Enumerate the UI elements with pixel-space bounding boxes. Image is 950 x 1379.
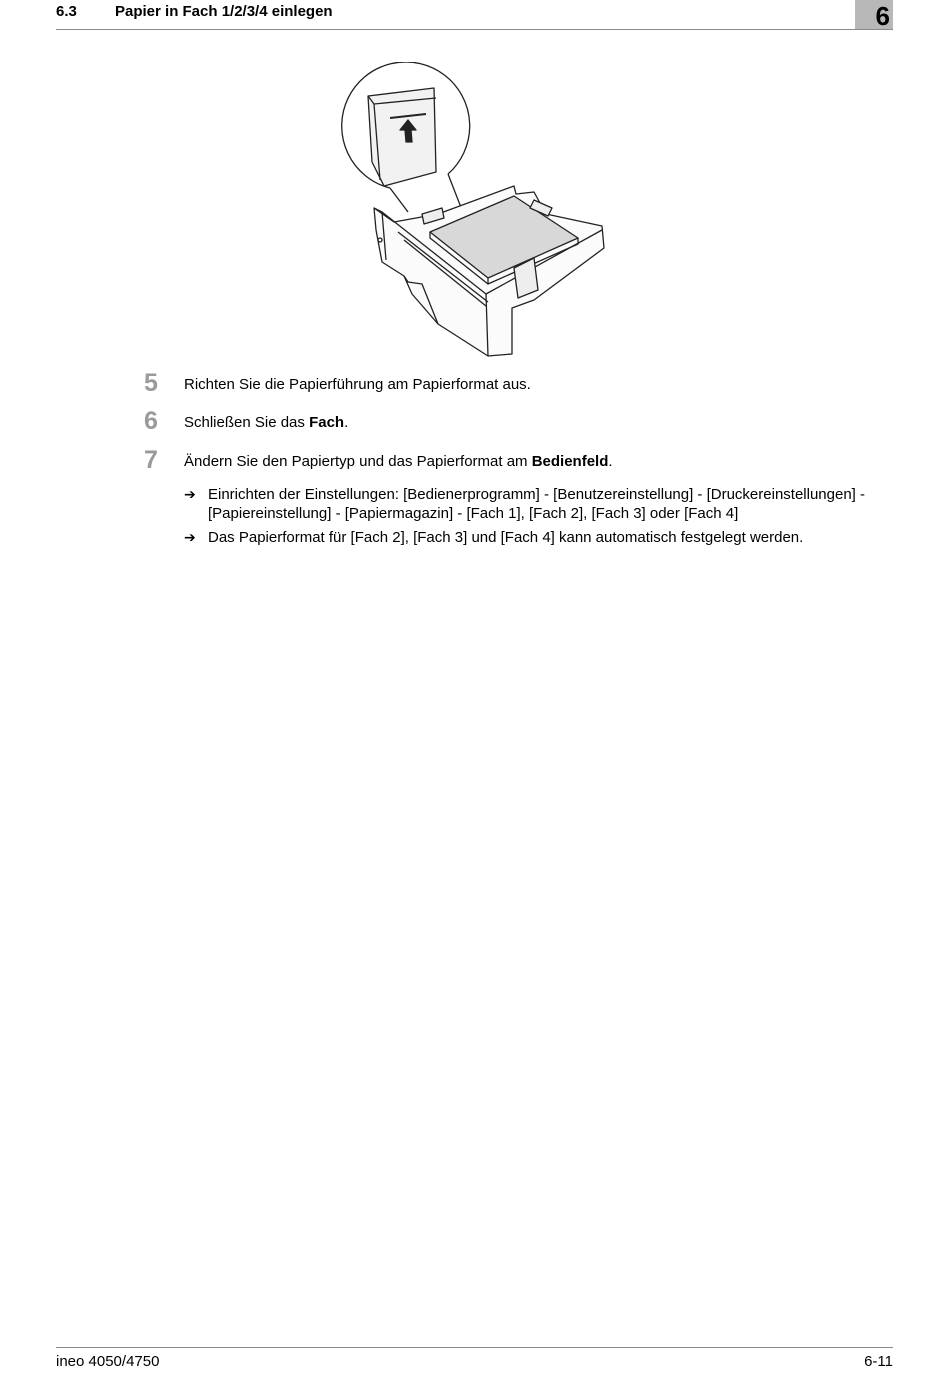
step-number: 6	[144, 407, 158, 435]
bullet-text: Das Papierformat für [Fach 2], [Fach 3] und [Fach 4] kann automatisch festgelegt werden.	[208, 529, 804, 546]
step-7	[144, 446, 894, 477]
page-footer	[56, 1347, 893, 1373]
chapter-tab	[855, 0, 893, 29]
bullet-item	[184, 528, 896, 547]
section-number: 6.3	[56, 3, 77, 20]
page-header	[56, 0, 893, 30]
step-text-plain: Ändern Sie den Papiertyp und das Papierformat am	[184, 453, 532, 470]
step-6	[144, 407, 894, 438]
section-title: Papier in Fach 1/2/3/4 einlegen	[115, 3, 333, 20]
bullet-text: Einrichten der Einstellungen: [Bedienerprogramm] - [Benutzereinstellung] - [Druckereinstellungen] - [Papiereinstellung] - [Papiermagazin] - [Fach 1], [Fach 2], [Fach 3] oder [Fach 4]	[208, 486, 866, 522]
step-number: 5	[144, 369, 158, 397]
step-text-end: .	[344, 414, 349, 431]
arrow-right-icon: ➔	[184, 486, 196, 502]
page-number: 6-11	[864, 1353, 893, 1370]
step-text	[184, 453, 613, 470]
step-text-end: .	[608, 453, 613, 470]
paper-tray-illustration	[338, 62, 618, 360]
chapter-number: 6	[875, 1, 890, 31]
step-text-bold: Fach	[309, 414, 345, 431]
step-text-bold: Bedienfeld	[531, 453, 609, 470]
footer-model: ineo 4050/4750	[56, 1353, 160, 1370]
step-text-plain: Schließen Sie das	[184, 414, 310, 431]
step-text	[184, 414, 348, 431]
step-5	[144, 369, 894, 400]
bullet-item	[184, 485, 896, 523]
step-number: 7	[144, 446, 158, 474]
arrow-right-icon: ➔	[184, 529, 196, 545]
step-text: Richten Sie die Papierführung am Papierformat aus.	[184, 376, 531, 393]
